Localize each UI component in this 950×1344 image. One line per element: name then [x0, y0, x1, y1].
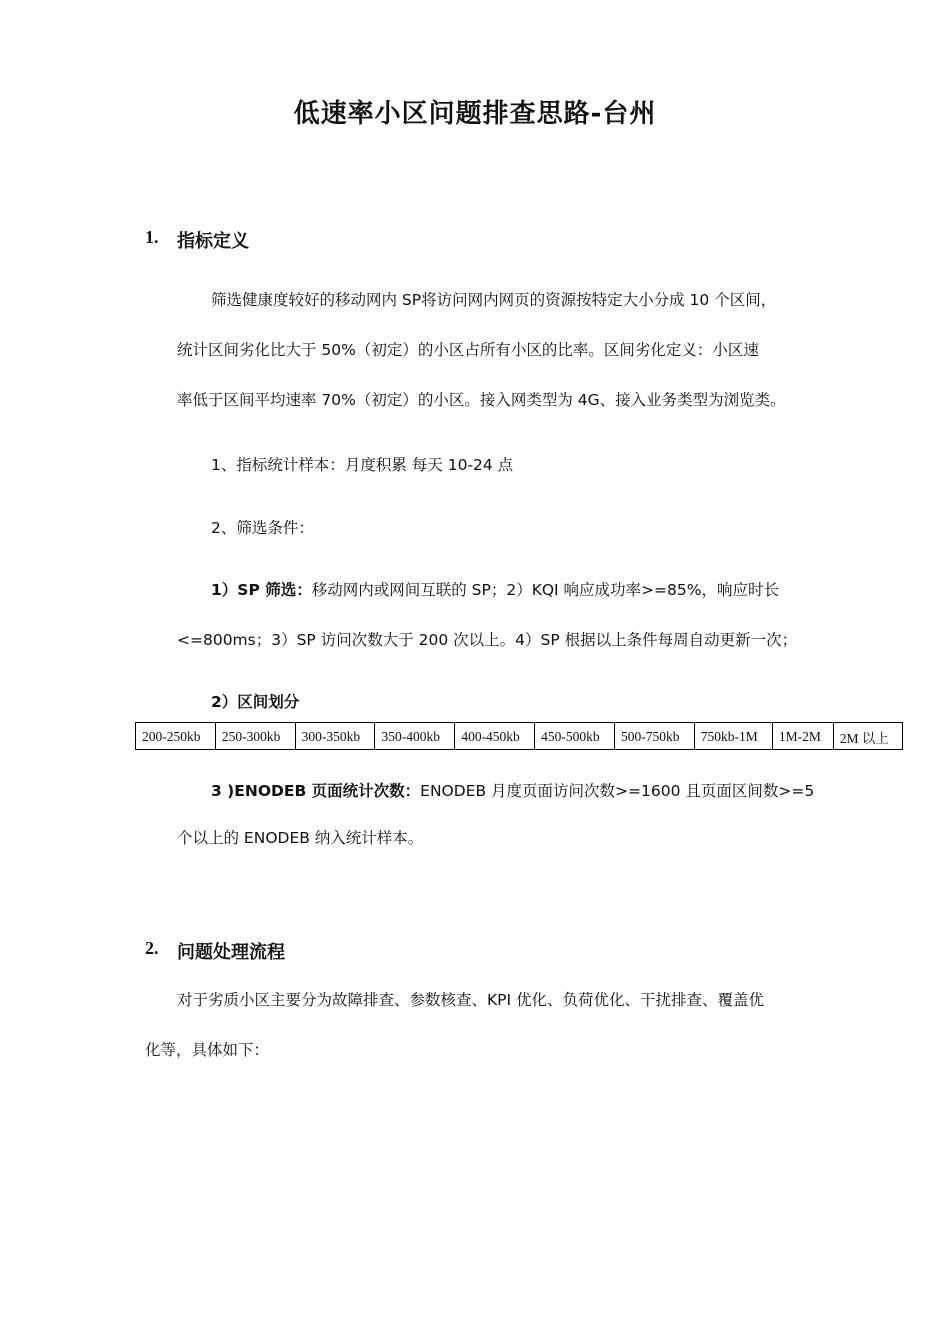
section-2-paragraph-line-2: 化等，具体如下： — [145, 1041, 270, 1059]
range-cell: 350-400kb — [375, 723, 455, 750]
sp-filter-label: 1）SP 筛选： — [211, 581, 312, 599]
document-title: 低速率小区问题排查思路-台州 — [293, 99, 657, 129]
section-2-number: 2. — [145, 938, 159, 958]
range-cell: 750kb-1M — [694, 723, 772, 750]
enodeb-condition-label: 3 )ENODEB 页面统计次数： — [211, 782, 421, 800]
range-cell: 1M-2M — [772, 723, 833, 750]
interval-division-label: 2）区间划分 — [211, 693, 300, 711]
table-row — [136, 723, 903, 750]
enodeb-condition-text: ENODEB 月度页面访问次数>=1600 且页面区间数>=5 — [420, 782, 815, 800]
filter-conditions-item: 2、筛选条件： — [211, 519, 314, 537]
enodeb-condition-line — [211, 779, 814, 801]
section-1-heading: 指标定义 — [177, 231, 249, 252]
range-cell: 2M 以上 — [833, 723, 902, 750]
section-1-paragraph-line-1: 筛选健康度较好的移动网内 SP将访问网内网页的资源按特定大小分成 10 个区间， — [211, 291, 777, 309]
section-1-number: 1. — [145, 227, 159, 247]
range-cell: 300-350kb — [295, 723, 375, 750]
section-1-paragraph-line-3: 率低于区间平均速率 70%（初定）的小区。接入网类型为 4G、接入业务类型为浏览类。 — [177, 391, 786, 409]
interval-range-table — [135, 722, 903, 750]
section-2-heading: 问题处理流程 — [177, 942, 285, 963]
sp-filter-text: 移动网内或网间互联的 SP；2）KQI 响应成功率>=85%，响应时长 — [311, 581, 779, 599]
range-cell: 250-300kb — [215, 723, 295, 750]
sample-item: 1、指标统计样本：月度积累 每天 10-24 点 — [211, 456, 514, 474]
range-cell: 200-250kb — [136, 723, 216, 750]
sp-filter-continuation: <=800ms；3）SP 访问次数大于 200 次以上。4）SP 根据以上条件每周自动更新一次； — [177, 631, 798, 649]
range-cell: 500-750kb — [614, 723, 694, 750]
section-2-paragraph-line-1: 对于劣质小区主要分为故障排查、参数核查、KPI 优化、负荷优化、干扰排查、覆盖优 — [177, 991, 765, 1009]
range-cell: 450-500kb — [535, 723, 615, 750]
enodeb-condition-continuation: 个以上的 ENODEB 纳入统计样本。 — [177, 829, 424, 847]
section-1-paragraph-line-2: 统计区间劣化比大于 50%（初定）的小区占所有小区的比率。区间劣化定义：小区速 — [177, 341, 759, 359]
sp-filter-line — [211, 578, 779, 600]
range-cell: 400-450kb — [455, 723, 535, 750]
